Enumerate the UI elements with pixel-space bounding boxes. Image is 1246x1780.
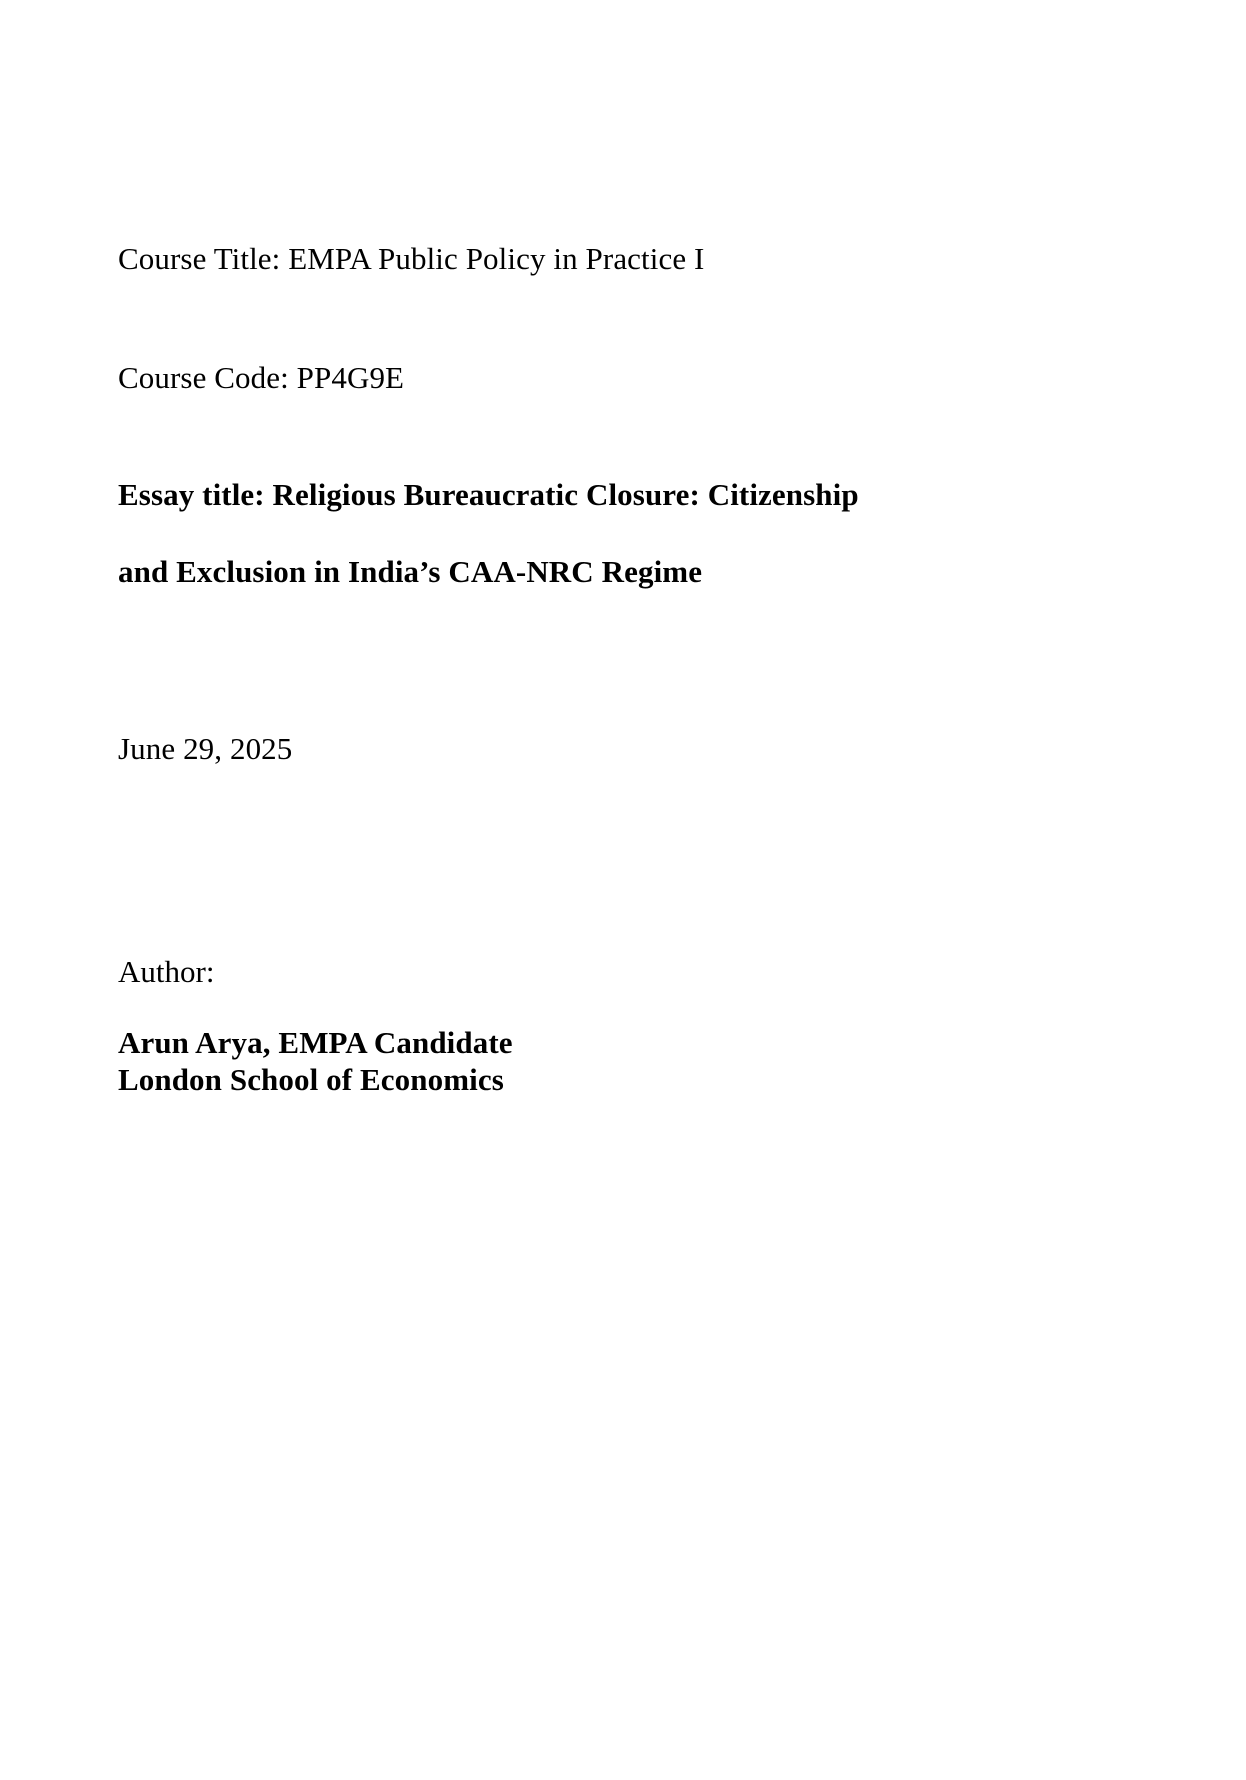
spacer-before-essay-title (118, 393, 1018, 479)
author-affiliation-line: London School of Economics (118, 1061, 504, 1097)
spacer-before-author-name (118, 987, 1018, 1025)
essay-title-line-1: Essay title: Religious Bureaucratic Closure: Citizenship (118, 477, 859, 512)
author-name-line: Arun Arya, EMPA Candidate (118, 1025, 513, 1060)
essay-title (118, 479, 1018, 587)
spacer-before-date (118, 587, 1018, 733)
spacer-before-course-code (118, 274, 1018, 362)
spacer-before-author (118, 764, 1018, 956)
course-code-line: Course Code: PP4G9E (118, 360, 405, 395)
cover-page-content (118, 243, 1018, 1098)
author-block (118, 1025, 1018, 1098)
author-label: Author: (118, 954, 215, 989)
course-title-line: Course Title: EMPA Public Policy in Practice I (118, 241, 705, 276)
date-line: June 29, 2025 (118, 731, 293, 766)
essay-title-line-2: and Exclusion in India’s CAA-NRC Regime (118, 554, 703, 589)
